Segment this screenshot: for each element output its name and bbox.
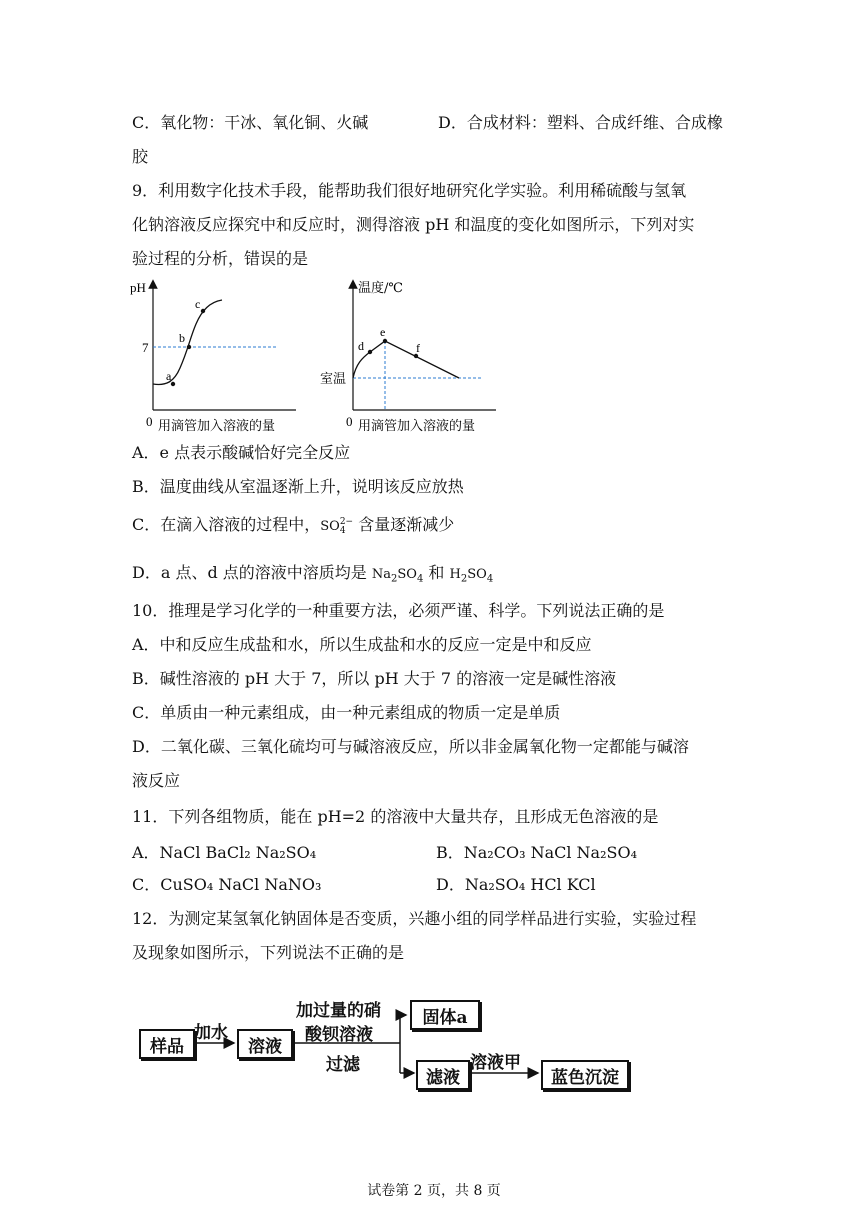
q10-option-a: A．中和反应生成盐和水，所以生成盐和水的反应一定是中和反应 bbox=[132, 635, 592, 654]
q8-option-d-continued: 胶 bbox=[132, 147, 149, 166]
reagent-label-line2: 酸钡溶液 bbox=[305, 1025, 373, 1045]
solution-jia-label: 溶液甲 bbox=[470, 1053, 521, 1073]
q8-option-c: C．氧化物：干冰、氧化铜、火碱 bbox=[132, 113, 369, 132]
q9-option-b: B．温度曲线从室温逐渐上升，说明该反应放热 bbox=[132, 477, 464, 496]
temperature-curve bbox=[353, 341, 459, 378]
q11-option-a: A．NaCl BaCl₂ Na₂SO₄ bbox=[132, 843, 317, 862]
ph-point-c-label: c bbox=[195, 297, 201, 311]
q12-stem-line2: 及现象如图所示，下列说法不正确的是 bbox=[132, 943, 405, 962]
blue-precipitate-box: 蓝色沉淀 bbox=[541, 1060, 629, 1090]
ph-point-a-label: a bbox=[166, 369, 172, 383]
q11-option-b: B．Na₂CO₃ NaCl Na₂SO₄ bbox=[436, 843, 638, 862]
temp-point-e-label: e bbox=[380, 325, 386, 339]
sample-box: 样品 bbox=[139, 1029, 195, 1059]
ph-graph bbox=[126, 278, 306, 438]
q9-stem-line2: 化钠溶液反应探究中和反应时，测得溶液 pH 和温度的变化如图所示，下列对实 bbox=[132, 215, 695, 234]
sulfate-ion: SO 2− 4 bbox=[320, 516, 354, 536]
q12-stem-line1: 12．为测定某氢氧化钠固体是否变质，兴趣小组的同学样品进行实验，实验过程 bbox=[132, 909, 697, 928]
temp-y-label: 温度/℃ bbox=[358, 281, 403, 296]
q10-option-c: C．单质由一种元素组成，由一种元素组成的物质一定是单质 bbox=[132, 703, 561, 722]
ph-ref-label: 7 bbox=[142, 340, 149, 355]
point-d bbox=[368, 350, 372, 354]
temperature-graph bbox=[316, 278, 506, 438]
point-e bbox=[383, 339, 387, 343]
q9-stem-line1: 9．利用数字化技术手段，能帮助我们很好地研究化学实验。利用稀硫酸与氢氧 bbox=[132, 181, 687, 200]
add-water-label: 加水 bbox=[194, 1023, 228, 1043]
solid-a-box: 固体a bbox=[410, 1000, 480, 1030]
temp-point-f-label: f bbox=[416, 341, 420, 355]
filter-label: 过滤 bbox=[326, 1055, 360, 1075]
temp-ref-label: 室温 bbox=[320, 372, 347, 387]
filtrate-box: 滤液 bbox=[416, 1060, 470, 1090]
q10-stem: 10．推理是学习化学的一种重要方法，必须严谨、科学。下列说法正确的是 bbox=[132, 601, 665, 620]
q9-option-d: D．a 点、d 点的溶液中溶质均是 $Na_2SO_4$ 和 $H_2SO_4$ bbox=[132, 563, 494, 585]
q9-option-c: C．在滴入溶液的过程中，SO 2− 4 含量逐渐减少 bbox=[132, 515, 455, 536]
q11-option-d: D．Na₂SO₄ HCl KCl bbox=[436, 875, 596, 894]
ph-y-label: pH bbox=[130, 280, 146, 295]
q11-stem: 11．下列各组物质，能在 pH=2 的溶液中大量共存，且形成无色溶液的是 bbox=[132, 807, 659, 826]
q8-option-d: D．合成材料：塑料、合成纤维、合成橡 bbox=[438, 113, 723, 132]
ph-origin: 0 bbox=[146, 414, 153, 429]
point-c bbox=[201, 309, 205, 313]
q11-option-c: C．CuSO₄ NaCl NaNO₃ bbox=[132, 875, 322, 894]
temp-point-d-label: d bbox=[358, 339, 364, 353]
q10-option-d-line1: D．二氧化碳、三氧化硫均可与碱溶液反应，所以非金属氧化物一定都能与碱溶 bbox=[132, 737, 689, 756]
q9-option-a: A．e 点表示酸碱恰好完全反应 bbox=[132, 443, 351, 462]
ph-point-b-label: b bbox=[179, 331, 185, 345]
ph-curve bbox=[153, 300, 222, 384]
ph-x-label: 用滴管加入溶液的量 bbox=[158, 419, 276, 434]
q9-stem-line3: 验过程的分析，错误的是 bbox=[132, 249, 309, 268]
temp-x-label: 用滴管加入溶液的量 bbox=[358, 419, 476, 434]
point-b bbox=[187, 345, 191, 349]
solution-box: 溶液 bbox=[237, 1029, 293, 1059]
reagent-label-line1: 加过量的硝 bbox=[296, 1001, 381, 1021]
page-footer: 试卷第 2 页，共 8 页 bbox=[367, 1183, 501, 1199]
temp-origin: 0 bbox=[346, 414, 353, 429]
point-a bbox=[171, 382, 175, 386]
q10-option-b: B．碱性溶液的 pH 大于 7，所以 pH 大于 7 的溶液一定是碱性溶液 bbox=[132, 669, 617, 688]
q10-option-d-line2: 液反应 bbox=[132, 771, 181, 790]
